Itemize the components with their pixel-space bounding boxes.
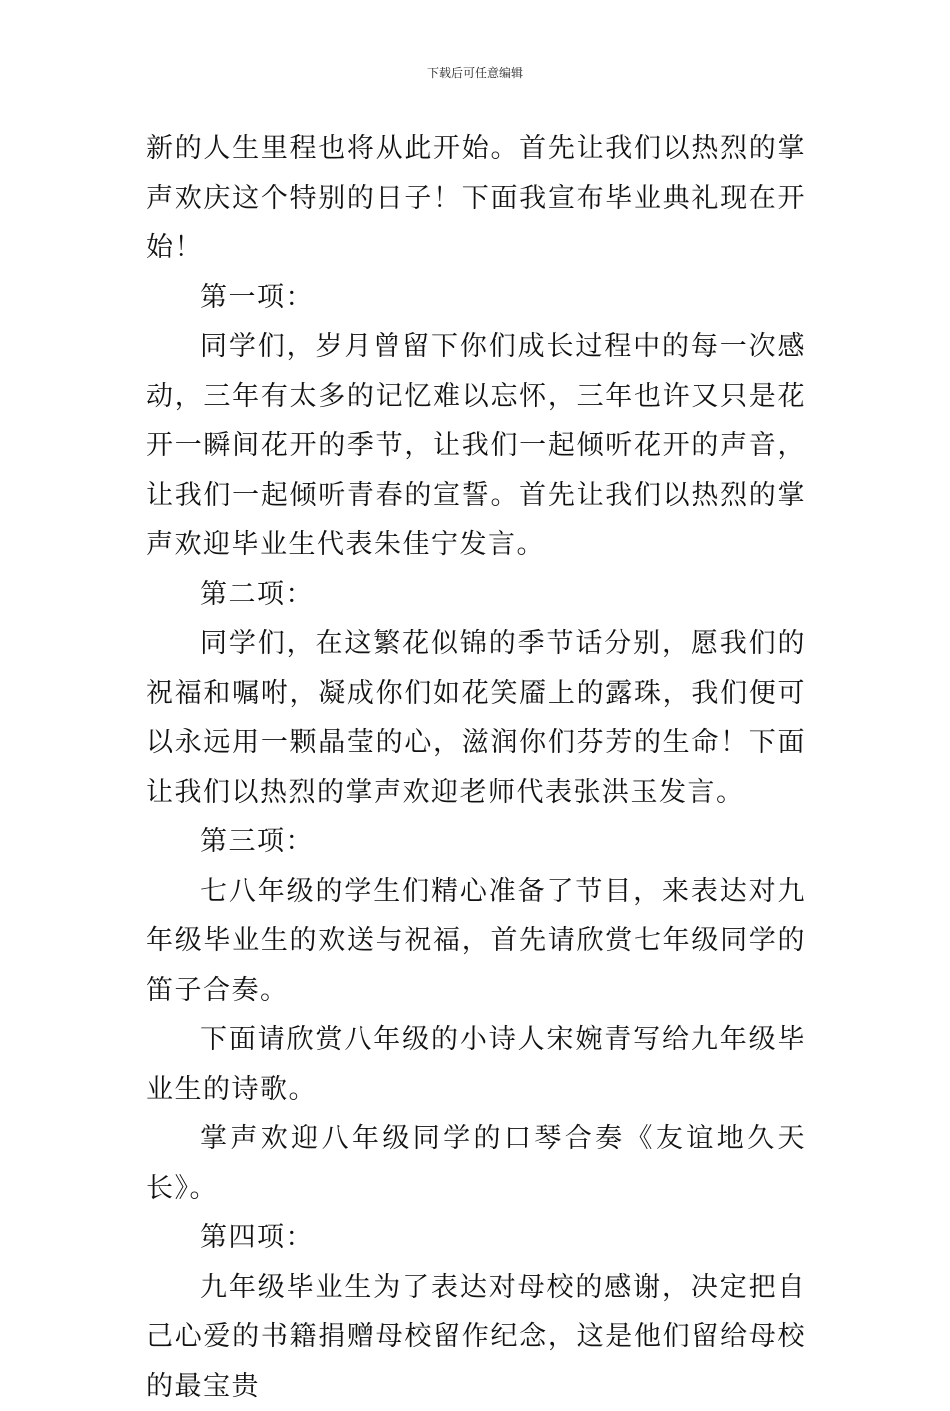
paragraph-section-4: 九年级毕业生为了表达对母校的感谢，决定把自己心爱的书籍捐赠母校留作纪念，这是他们留给母校的最宝贵 (146, 1263, 806, 1411)
paragraph-section-3a: 七八年级的学生们精心准备了节目，来表达对九年级毕业生的欢送与祝福，首先请欣赏七年级同学的笛子合奏。 (146, 867, 806, 1016)
page-header-note: 下载后可任意编辑 (0, 64, 950, 82)
paragraph-section-1: 同学们，岁月曾留下你们成长过程中的每一次感动，三年有太多的记忆难以忘怀，三年也许又只是花开一瞬间花开的季节，让我们一起倾听花开的声音，让我们一起倾听青春的宣誓。首先让我们以热烈的掌声欢迎毕业生代表朱佳宁发言。 (146, 322, 806, 570)
section-heading-3: 第三项： (146, 817, 806, 867)
section-heading-1: 第一项： (146, 273, 806, 323)
paragraph-opening: 新的人生里程也将从此开始。首先让我们以热烈的掌声欢庆这个特别的日子！下面我宣布毕业典礼现在开始！ (146, 124, 806, 273)
paragraph-section-2: 同学们，在这繁花似锦的季节话分别，愿我们的祝福和嘱咐，凝成你们如花笑靥上的露珠，我们便可以永远用一颗晶莹的心，滋润你们芬芳的生命！下面让我们以热烈的掌声欢迎老师代表张洪玉发言。 (146, 619, 806, 817)
section-heading-4: 第四项： (146, 1213, 806, 1263)
section-heading-2: 第二项： (146, 570, 806, 620)
paragraph-section-3b: 下面请欣赏八年级的小诗人宋婉青写给九年级毕业生的诗歌。 (146, 1015, 806, 1114)
paragraph-section-3c: 掌声欢迎八年级同学的口琴合奏《友谊地久天长》。 (146, 1114, 806, 1213)
document-body (146, 124, 806, 1411)
